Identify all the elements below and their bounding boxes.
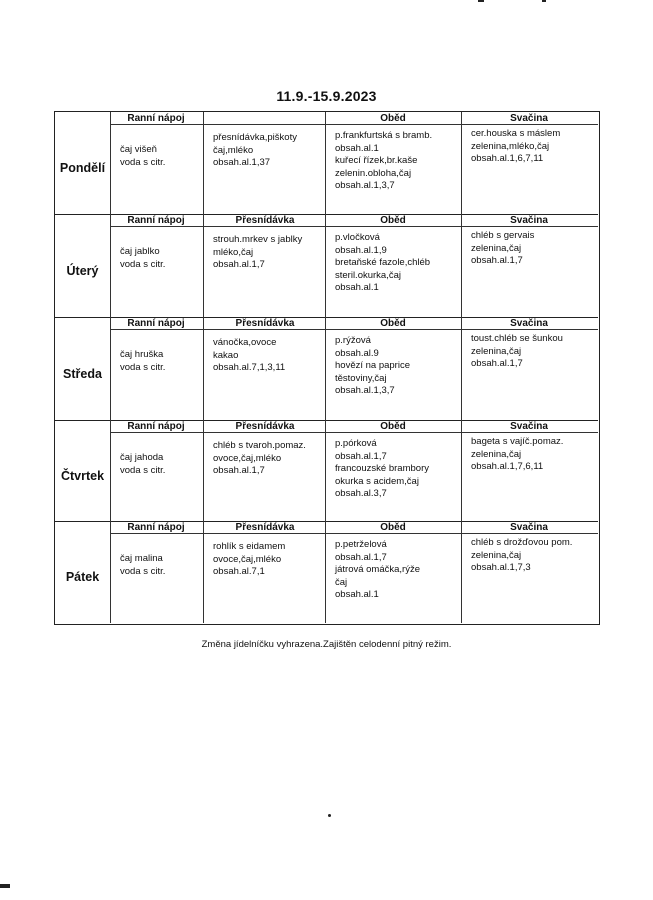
menu-line: chléb s tvaroh.pomaz. bbox=[213, 440, 306, 451]
column-divider bbox=[461, 521, 462, 623]
column-header-svacina: Svačina bbox=[510, 215, 548, 226]
column-header-ranni: Ranní nápoj bbox=[127, 113, 185, 124]
column-header-ranni: Ranní nápoj bbox=[127, 318, 185, 329]
menu-line: obsah.al.1,7,3 bbox=[471, 562, 531, 573]
menu-line: zelenina,čaj bbox=[471, 345, 522, 357]
menu-line: obsah.al.1,3,7 bbox=[335, 180, 395, 191]
menu-line: voda s citr. bbox=[120, 464, 166, 476]
header-row-line bbox=[110, 432, 598, 433]
column-header-svacina: Svačina bbox=[510, 522, 548, 533]
menu-line: obsah.al.1,7,6,11 bbox=[471, 461, 544, 472]
menu-line: bageta s vajíč.pomaz. bbox=[471, 436, 564, 447]
column-header-ranni: Ranní nápoj bbox=[127, 421, 185, 432]
menu-cell-presnidavka bbox=[213, 440, 306, 478]
scan-mark bbox=[328, 814, 331, 817]
column-divider bbox=[110, 112, 111, 214]
menu-line: obsah.al.9 bbox=[335, 347, 379, 359]
column-divider bbox=[203, 521, 204, 623]
column-divider bbox=[461, 420, 462, 521]
column-divider bbox=[461, 214, 462, 317]
menu-line: čaj hruška bbox=[120, 349, 164, 360]
menu-line: zelenina,mléko,čaj bbox=[471, 140, 550, 152]
menu-line: chléb s drožďovou pom. bbox=[471, 537, 573, 548]
menu-line: čaj višeň bbox=[120, 144, 157, 155]
menu-line: okurka s acidem,čaj bbox=[335, 475, 419, 487]
menu-line: obsah.al.7,1 bbox=[213, 566, 265, 577]
menu-line: p.frankfurtská s bramb. bbox=[335, 130, 433, 141]
menu-line: obsah.al.1,7 bbox=[471, 358, 523, 369]
menu-line: obsah.al.1,37 bbox=[213, 157, 271, 168]
day-name: Středa bbox=[63, 366, 102, 381]
column-header-ranni: Ranní nápoj bbox=[127, 522, 185, 533]
menu-cell-svacina bbox=[471, 230, 534, 268]
menu-line: čaj malina bbox=[120, 553, 163, 564]
menu-line: obsah.al.1 bbox=[335, 282, 379, 293]
menu-line: ovoce,čaj,mléko bbox=[213, 452, 282, 464]
column-divider bbox=[110, 214, 111, 317]
menu-line: čaj,mléko bbox=[213, 144, 254, 156]
header-row-line bbox=[110, 124, 598, 125]
menu-cell-ranni bbox=[120, 246, 165, 271]
scan-mark bbox=[0, 884, 10, 888]
column-divider bbox=[203, 420, 204, 521]
day-name: Čtvrtek bbox=[60, 468, 105, 483]
menu-line: p.vločková bbox=[335, 232, 380, 243]
menu-line: obsah.al.1,7 bbox=[213, 465, 265, 476]
menu-line: obsah.al.1,7 bbox=[335, 450, 387, 462]
column-header-svacina: Svačina bbox=[510, 421, 548, 432]
column-divider bbox=[325, 317, 326, 420]
menu-line: čaj jahoda bbox=[120, 452, 164, 463]
menu-line: p.petrželová bbox=[335, 539, 387, 550]
menu-cell-presnidavka bbox=[213, 541, 285, 579]
menu-line: obsah.al.1 bbox=[335, 142, 379, 154]
column-divider bbox=[325, 521, 326, 623]
column-divider bbox=[461, 112, 462, 214]
column-divider bbox=[325, 420, 326, 521]
column-header-svacina: Svačina bbox=[510, 318, 548, 329]
menu-line: strouh.mrkev s jablky bbox=[213, 234, 303, 245]
menu-line: kuřecí řízek,br.kaše bbox=[335, 155, 418, 166]
menu-line: zelenina,čaj bbox=[471, 242, 522, 254]
column-header-svacina: Svačina bbox=[510, 113, 548, 124]
menu-line: obsah.al.1,9 bbox=[335, 244, 387, 256]
column-header-obed: Oběd bbox=[380, 421, 406, 432]
menu-cell-ranni bbox=[120, 349, 165, 374]
menu-line: obsah.al.3,7 bbox=[335, 488, 387, 499]
menu-cell-obed bbox=[335, 130, 432, 193]
menu-line: obsah.al.1,3,7 bbox=[335, 385, 395, 396]
column-header-obed: Oběd bbox=[380, 215, 406, 226]
menu-cell-presnidavka bbox=[213, 234, 302, 272]
scan-mark bbox=[542, 0, 546, 2]
column-divider bbox=[110, 420, 111, 521]
menu-line: hovězí na paprice bbox=[335, 360, 410, 371]
menu-cell-svacina bbox=[471, 537, 572, 575]
menu-line: zelenin.obloha,čaj bbox=[335, 167, 412, 179]
menu-line: rohlík s eidamem bbox=[213, 541, 286, 552]
column-header-obed: Oběd bbox=[380, 318, 406, 329]
header-row-line bbox=[110, 329, 598, 330]
menu-line: vánočka,ovoce bbox=[213, 337, 277, 348]
menu-line: přesnídávka,piškoty bbox=[213, 132, 297, 143]
menu-cell-ranni bbox=[120, 452, 165, 477]
menu-line: obsah.al.7,1,3,11 bbox=[213, 362, 286, 373]
menu-line: zelenina,čaj bbox=[471, 549, 522, 561]
menu-line: kakao bbox=[213, 349, 239, 361]
menu-line: čaj bbox=[335, 576, 348, 588]
menu-cell-ranni bbox=[120, 144, 165, 169]
header-row-line bbox=[110, 533, 598, 534]
column-header-presnidavka: Přesnídávka bbox=[235, 215, 295, 226]
menu-title: 11.9.-15.9.2023 bbox=[276, 88, 377, 104]
column-divider bbox=[461, 317, 462, 420]
column-divider bbox=[325, 214, 326, 317]
header-row-line bbox=[110, 226, 598, 227]
menu-cell-obed bbox=[335, 335, 410, 398]
menu-line: bretaňské fazole,chléb bbox=[335, 257, 431, 268]
menu-line: čaj jablko bbox=[120, 246, 160, 257]
menu-cell-presnidavka bbox=[213, 132, 297, 170]
menu-cell-ranni bbox=[120, 553, 165, 578]
menu-cell-obed bbox=[335, 438, 429, 501]
menu-line: chléb s gervais bbox=[471, 230, 535, 241]
menu-line: steril.okurka,čaj bbox=[335, 269, 401, 281]
menu-line: obsah.al.1,7 bbox=[335, 551, 387, 563]
menu-line: obsah.al.1,6,7,11 bbox=[471, 153, 544, 164]
menu-line: p.pórková bbox=[335, 438, 377, 449]
menu-cell-svacina bbox=[471, 436, 563, 474]
weekly-menu-table bbox=[54, 111, 600, 625]
menu-line: obsah.al.1,7 bbox=[471, 255, 523, 266]
menu-cell-svacina bbox=[471, 333, 563, 371]
menu-cell-obed bbox=[335, 539, 420, 602]
menu-line: voda s citr. bbox=[120, 156, 166, 168]
column-header-presnidavka: Přesnídávka bbox=[235, 421, 295, 432]
menu-cell-svacina bbox=[471, 128, 560, 166]
column-header-obed: Oběd bbox=[380, 522, 406, 533]
menu-line: cer.houska s máslem bbox=[471, 128, 561, 139]
footer-note: Změna jídelníčku vyhrazena.Zajištěn celodenní pitný režim. bbox=[201, 639, 452, 650]
menu-cell-obed bbox=[335, 232, 430, 295]
menu-line: těstoviny,čaj bbox=[335, 372, 387, 384]
column-divider bbox=[203, 214, 204, 317]
day-name: Pátek bbox=[65, 570, 100, 584]
menu-line: mléko,čaj bbox=[213, 246, 254, 258]
menu-line: voda s citr. bbox=[120, 361, 166, 373]
column-divider bbox=[110, 317, 111, 420]
column-header-presnidavka: Přesnídávka bbox=[235, 522, 295, 533]
column-divider bbox=[110, 521, 111, 623]
menu-line: francouzské brambory bbox=[335, 463, 429, 474]
column-divider bbox=[203, 317, 204, 420]
menu-line: voda s citr. bbox=[120, 258, 166, 270]
day-name: Úterý bbox=[66, 263, 99, 278]
column-divider bbox=[325, 112, 326, 214]
column-divider bbox=[203, 112, 204, 214]
menu-line: p.rýžová bbox=[335, 335, 371, 346]
menu-line: toust.chléb se šunkou bbox=[471, 333, 563, 344]
menu-line: obsah.al.1,7 bbox=[213, 259, 265, 270]
menu-line: ovoce,čaj,mléko bbox=[213, 553, 282, 565]
day-name: Pondělí bbox=[59, 161, 106, 175]
menu-line: zelenina,čaj bbox=[471, 448, 522, 460]
column-header-ranni: Ranní nápoj bbox=[127, 215, 185, 226]
menu-line: obsah.al.1 bbox=[335, 589, 379, 600]
menu-line: játrová omáčka,rýže bbox=[335, 564, 421, 575]
menu-line: voda s citr. bbox=[120, 565, 166, 577]
column-header-presnidavka: Přesnídávka bbox=[235, 318, 295, 329]
column-header-obed: Oběd bbox=[380, 113, 406, 124]
menu-cell-presnidavka bbox=[213, 337, 285, 375]
scan-mark bbox=[478, 0, 484, 2]
